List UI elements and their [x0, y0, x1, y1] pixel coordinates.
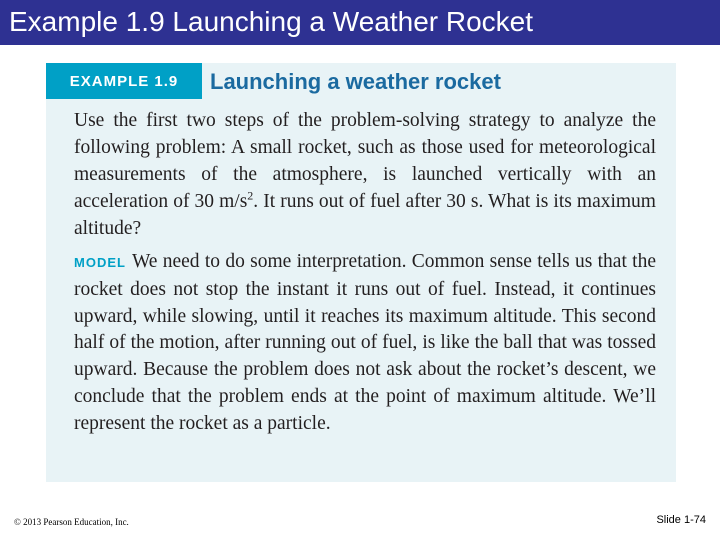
problem-text-before: Use the first two steps of the problem-solving strategy to analyze the following problem: A small rocket, such as those used for meteorological measurements of the atmosphere, is launched vertically with an acceleration of 30 m/s [74, 110, 656, 212]
problem-text-after: . It runs out of fuel after 30 s. What is its maximum altitude? [74, 191, 656, 239]
slide-title: Example 1.9 Launching a Weather Rocket [9, 6, 534, 37]
problem-exponent: 2 [247, 188, 254, 203]
model-text: We need to do some interpretation. Common sense tells us that the rocket does not stop the instant it runs out of fuel. Instead, it continues upward, while slowing, until it reaches its maximum altitude. This second half of the motion, after running out of fuel, is like the ball that was tossed upward. Because the problem does not ask about the rocket’s descent, we conclude that the problem ends at the point of maximum altitude. We’ll represent the rocket as a particle. [74, 251, 656, 434]
title-bar [0, 0, 720, 45]
model-paragraph [74, 249, 656, 438]
slide-number: Slide 1-74 [656, 514, 706, 526]
example-box [46, 63, 676, 482]
example-heading: Launching a weather rocket [210, 69, 501, 94]
problem-statement [74, 107, 656, 242]
copyright-notice: © 2013 Pearson Education, Inc. [14, 517, 129, 527]
example-label: EXAMPLE 1.9 [46, 63, 202, 99]
model-label: MODEL [74, 255, 126, 270]
